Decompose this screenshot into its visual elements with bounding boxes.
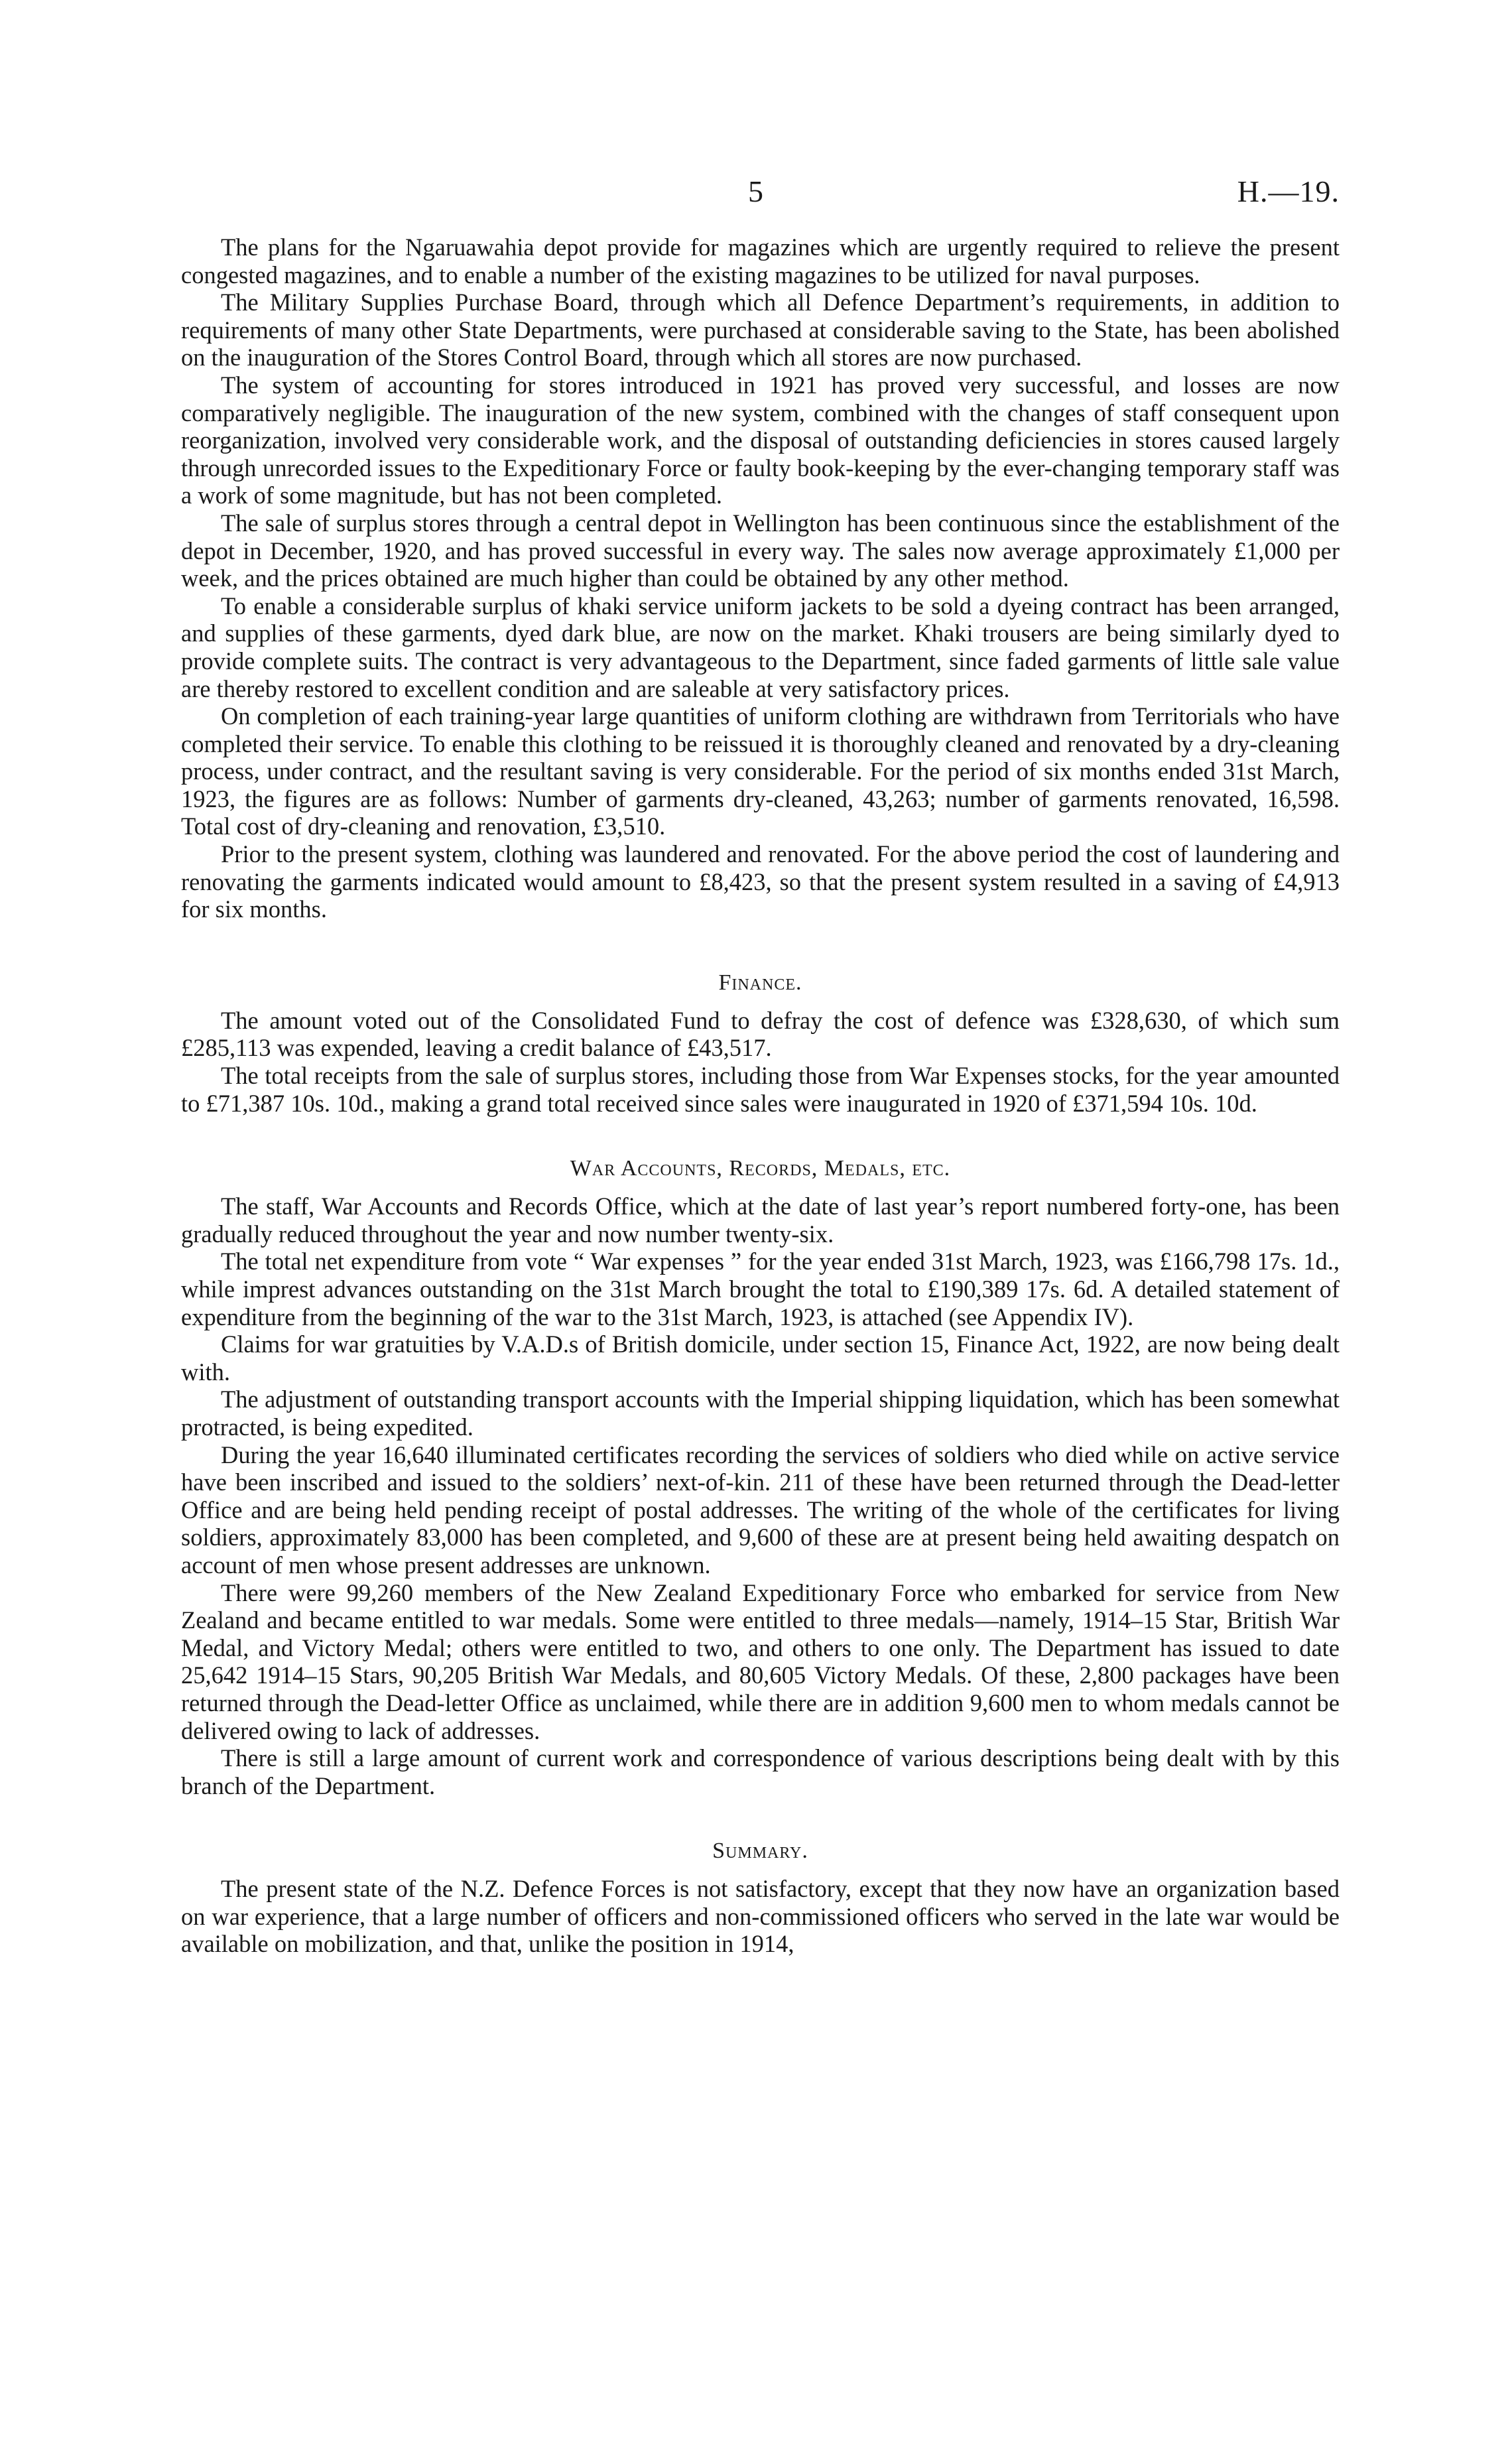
paragraph: The system of accounting for stores introduced in 1921 has proved very successful, and losses are now comparatively negligible. The inauguration of the new system, combined with the changes of staff consequent upon reorganization, involved very considerable work, and the disposal of outstanding deficiencies in stores caused largely through unrecorded issues to the Expeditionary Force or faulty book-keeping by the ever-changing temporary staff was a work of some magnitude, but has not been completed.: [181, 371, 1340, 509]
paragraph: On completion of each training-year large quantities of uniform clothing are withdrawn from Territorials who have completed their service. To enable this clothing to be reissued it is thoroughly cleaned and renovated by a dry-cleaning process, under contract, and the resultant saving is very considerable. For the period of six months ended 31st March, 1923, the figures are as follows: Number of garments dry-cleaned, 43,263; number of garments renovated, 16,598. Total cost of dry-cleaning and renovation, £3,510.: [181, 702, 1340, 840]
paragraph: To enable a considerable surplus of khaki service uniform jackets to be sold a dyeing contract has been arranged, and supplies of these garments, dyed dark blue, are now on the market. Khaki trousers are being similarly dyed to provide complete suits. The contract is very advantageous to the Department, since faded garments of little sale value are thereby restored to excellent condition and are saleable at very satisfactory prices.: [181, 592, 1340, 702]
summary-section: [181, 1838, 1340, 1958]
paragraph: The total net expenditure from vote “ War expenses ” for the year ended 31st March, 1923, was £166,798 17s. 1d., while imprest advances outstanding on the 31st March brought the total to £190,389 17s. 6d. A detailed statement of expenditure from the beginning of the war to the 31st March, 1923, is attached (see Appendix IV).: [181, 1248, 1340, 1330]
section-heading-war-accounts: War Accounts, Records, Medals, etc.: [570, 1156, 951, 1181]
paragraph: The staff, War Accounts and Records Office, which at the date of last year’s report numbered forty-one, has been gradually reduced throughout the year and now number twenty-six.: [181, 1193, 1340, 1248]
paragraph: The plans for the Ngaruawahia depot provide for magazines which are urgently required to relieve the present congested magazines, and to enable a number of the existing magazines to be utilized for naval purposes.: [181, 233, 1340, 289]
finance-section: [181, 970, 1340, 1117]
paragraph: The Military Supplies Purchase Board, through which all Defence Department’s requirements, in addition to requirements of many other State Departments, were purchased at considerable saving to the State, has been abolished on the inauguration of the Stores Control Board, through which all stores are now purchased.: [181, 289, 1340, 371]
section-heading-summary: Summary.: [712, 1839, 808, 1864]
section-heading-finance: Finance.: [718, 970, 802, 995]
document-body: [181, 233, 1340, 1958]
paragraph: The present state of the N.Z. Defence Forces is not satisfactory, except that they now have an organization based on war experience, that a large number of officers and non-commissioned officers who served in the late war would be available on mobilization, and that, unlike the position in 1914,: [181, 1875, 1340, 1958]
intro-section: [181, 233, 1340, 923]
paragraph: The adjustment of outstanding transport accounts with the Imperial shipping liquidation, which has been somewhat protracted, is being expedited.: [181, 1386, 1340, 1441]
paragraph: During the year 16,640 illuminated certificates recording the services of soldiers who died while on active service have been inscribed and issued to the soldiers’ next-of-kin. 211 of these have been returned through the Dead-letter Office and are being held pending receipt of postal addresses. The writing of the whole of the certificates for living soldiers, approximately 83,000 has been completed, and 9,600 of these are at present being held awaiting despatch on account of men whose present addresses are unknown.: [181, 1441, 1340, 1579]
paragraph: Claims for war gratuities by V.A.D.s of British domicile, under section 15, Finance Act, 1922, are now being dealt with.: [181, 1330, 1340, 1386]
paragraph: There were 99,260 members of the New Zealand Expeditionary Force who embarked for service from New Zealand and became entitled to war medals. Some were entitled to three medals—namely, 1914–15 Star, British War Medal, and Victory Medal; others were entitled to two, and others to one only. The Department has issued to date 25,642 1914–15 Stars, 90,205 British War Medals, and 80,605 Victory Medals. Of these, 2,800 packages have been returned through the Dead-letter Office as unclaimed, while there are in addition 9,600 men to whom medals cannot be delivered owing to lack of addresses.: [181, 1579, 1340, 1744]
paragraph: There is still a large amount of current work and correspondence of various descriptions being dealt with by this branch of the Department.: [181, 1744, 1340, 1799]
document-code: H.—19.: [1237, 174, 1340, 208]
page-number: 5: [748, 174, 763, 208]
page-header: [181, 174, 1340, 214]
paragraph: Prior to the present system, clothing was laundered and renovated. For the above period the cost of laundering and renovating the garments indicated would amount to £8,423, so that the present system resulted in a saving of £4,913 for six months.: [181, 840, 1340, 923]
paragraph: The sale of surplus stores through a central depot in Wellington has been continuous since the establishment of the depot in December, 1920, and has proved successful in every way. The sales now average approximately £1,000 per week, and the prices obtained are much higher than could be obtained by any other method.: [181, 509, 1340, 592]
paragraph: The total receipts from the sale of surplus stores, including those from War Expenses stocks, for the year amounted to £71,387 10s. 10d., making a grand total received since sales were inaugurated in 1920 of £371,594 10s. 10d.: [181, 1062, 1340, 1117]
paragraph: The amount voted out of the Consolidated Fund to defray the cost of defence was £328,630, of which sum £285,113 was expended, leaving a credit balance of £43,517.: [181, 1006, 1340, 1062]
war-accounts-section: [181, 1155, 1340, 1799]
